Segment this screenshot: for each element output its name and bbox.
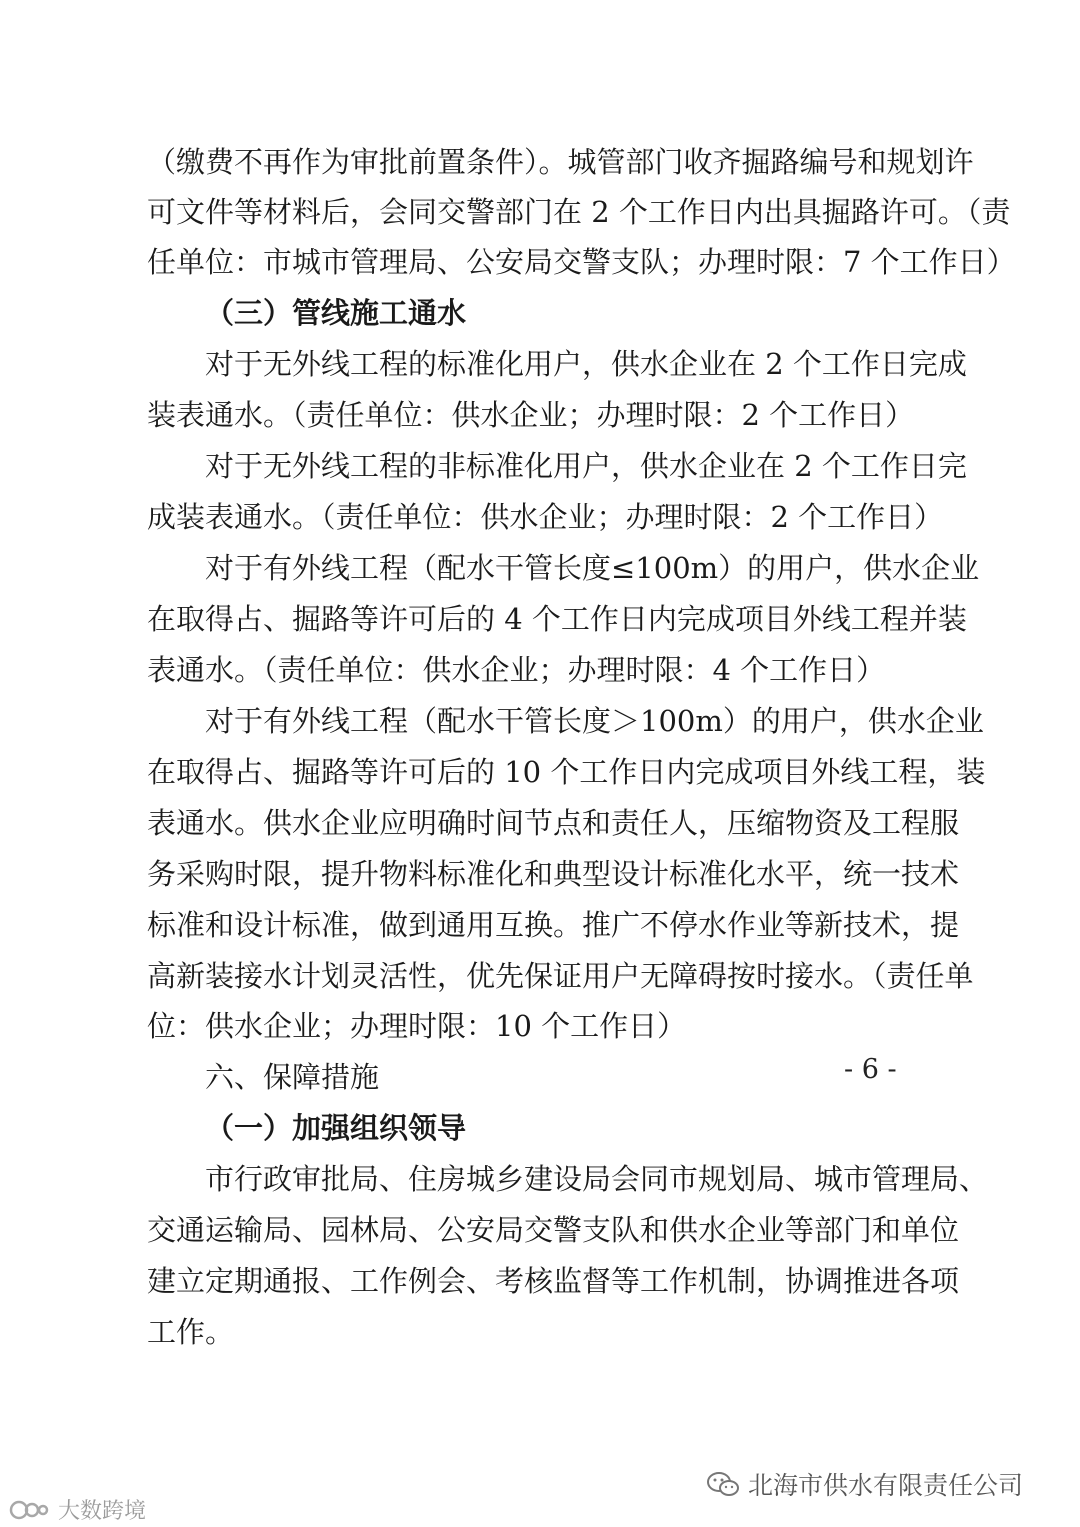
body-line: 市行政审批局、住房城乡建设局会同市规划局、城市管理局、 <box>205 1162 989 1196</box>
body-line: 务采购时限，提升物料标准化和典型设计标准化水平，统一技术 <box>147 857 960 891</box>
body-line: 在取得占、掘路等许可后的 4 个工作日内完成项目外线工程并装 <box>147 602 967 636</box>
body-line: 位：供水企业；办理时限：10 个工作日） <box>147 1009 687 1043</box>
body-line: 对于无外线工程的标准化用户，供水企业在 2 个工作日完成 <box>205 347 967 381</box>
watermark-logo <box>8 1494 146 1525</box>
body-line: 对于有外线工程（配水干管长度≤100m）的用户，供水企业 <box>205 551 980 585</box>
body-line: （缴费不再作为审批前置条件）。城管部门收齐掘路编号和规划许 <box>147 145 974 179</box>
dashukuajing-logo <box>8 1499 54 1521</box>
body-line: 在取得占、掘路等许可后的 10 个工作日内完成项目外线工程，装 <box>147 755 986 789</box>
chapter-heading: 六、保障措施 <box>205 1060 380 1094</box>
body-line: 高新装接水计划灵活性，优先保证用户无障碍按时接水。（责任单 <box>147 959 974 993</box>
body-line: 对于有外线工程（配水干管长度＞100m）的用户，供水企业 <box>205 704 984 738</box>
body-line: 工作。 <box>147 1315 235 1349</box>
section-heading: （一）加强组织领导 <box>205 1111 467 1145</box>
body-line: 可文件等材料后，会同交警部门在 2 个工作日内出具掘路许可。（责 <box>147 195 1011 229</box>
watermark-text: 大数跨境 <box>58 1499 147 1524</box>
body-line: 表通水。供水企业应明确时间节点和责任人，压缩物资及工程服 <box>147 806 960 840</box>
wechat-icon <box>706 1470 740 1498</box>
section-heading: （三）管线施工通水 <box>205 296 467 330</box>
body-line: 标准和设计标准，做到通用互换。推广不停水作业等新技术，提 <box>147 908 960 942</box>
page-number: - 6 - <box>844 1054 897 1085</box>
body-line: 成装表通水。（责任单位：供水企业；办理时限：2 个工作日） <box>147 500 944 534</box>
body-line: 建立定期通报、工作例会、考核监督等工作机制，协调推进各项 <box>147 1264 960 1298</box>
body-line: 对于无外线工程的非标准化用户，供水企业在 2 个工作日完 <box>205 449 967 483</box>
wechat-account-name: 北海市供水有限责任公司 <box>748 1471 1024 1500</box>
body-line: 装表通水。（责任单位：供水企业；办理时限：2 个工作日） <box>147 398 915 432</box>
body-line: 任单位：市城市管理局、公安局交警支队；办理时限：7 个工作日） <box>147 245 1016 279</box>
body-line: 交通运输局、园林局、公安局交警支队和供水企业等部门和单位 <box>147 1213 960 1247</box>
body-line: 表通水。（责任单位：供水企业；办理时限：4 个工作日） <box>147 653 886 687</box>
wechat-account-watermark <box>706 1466 1023 1502</box>
